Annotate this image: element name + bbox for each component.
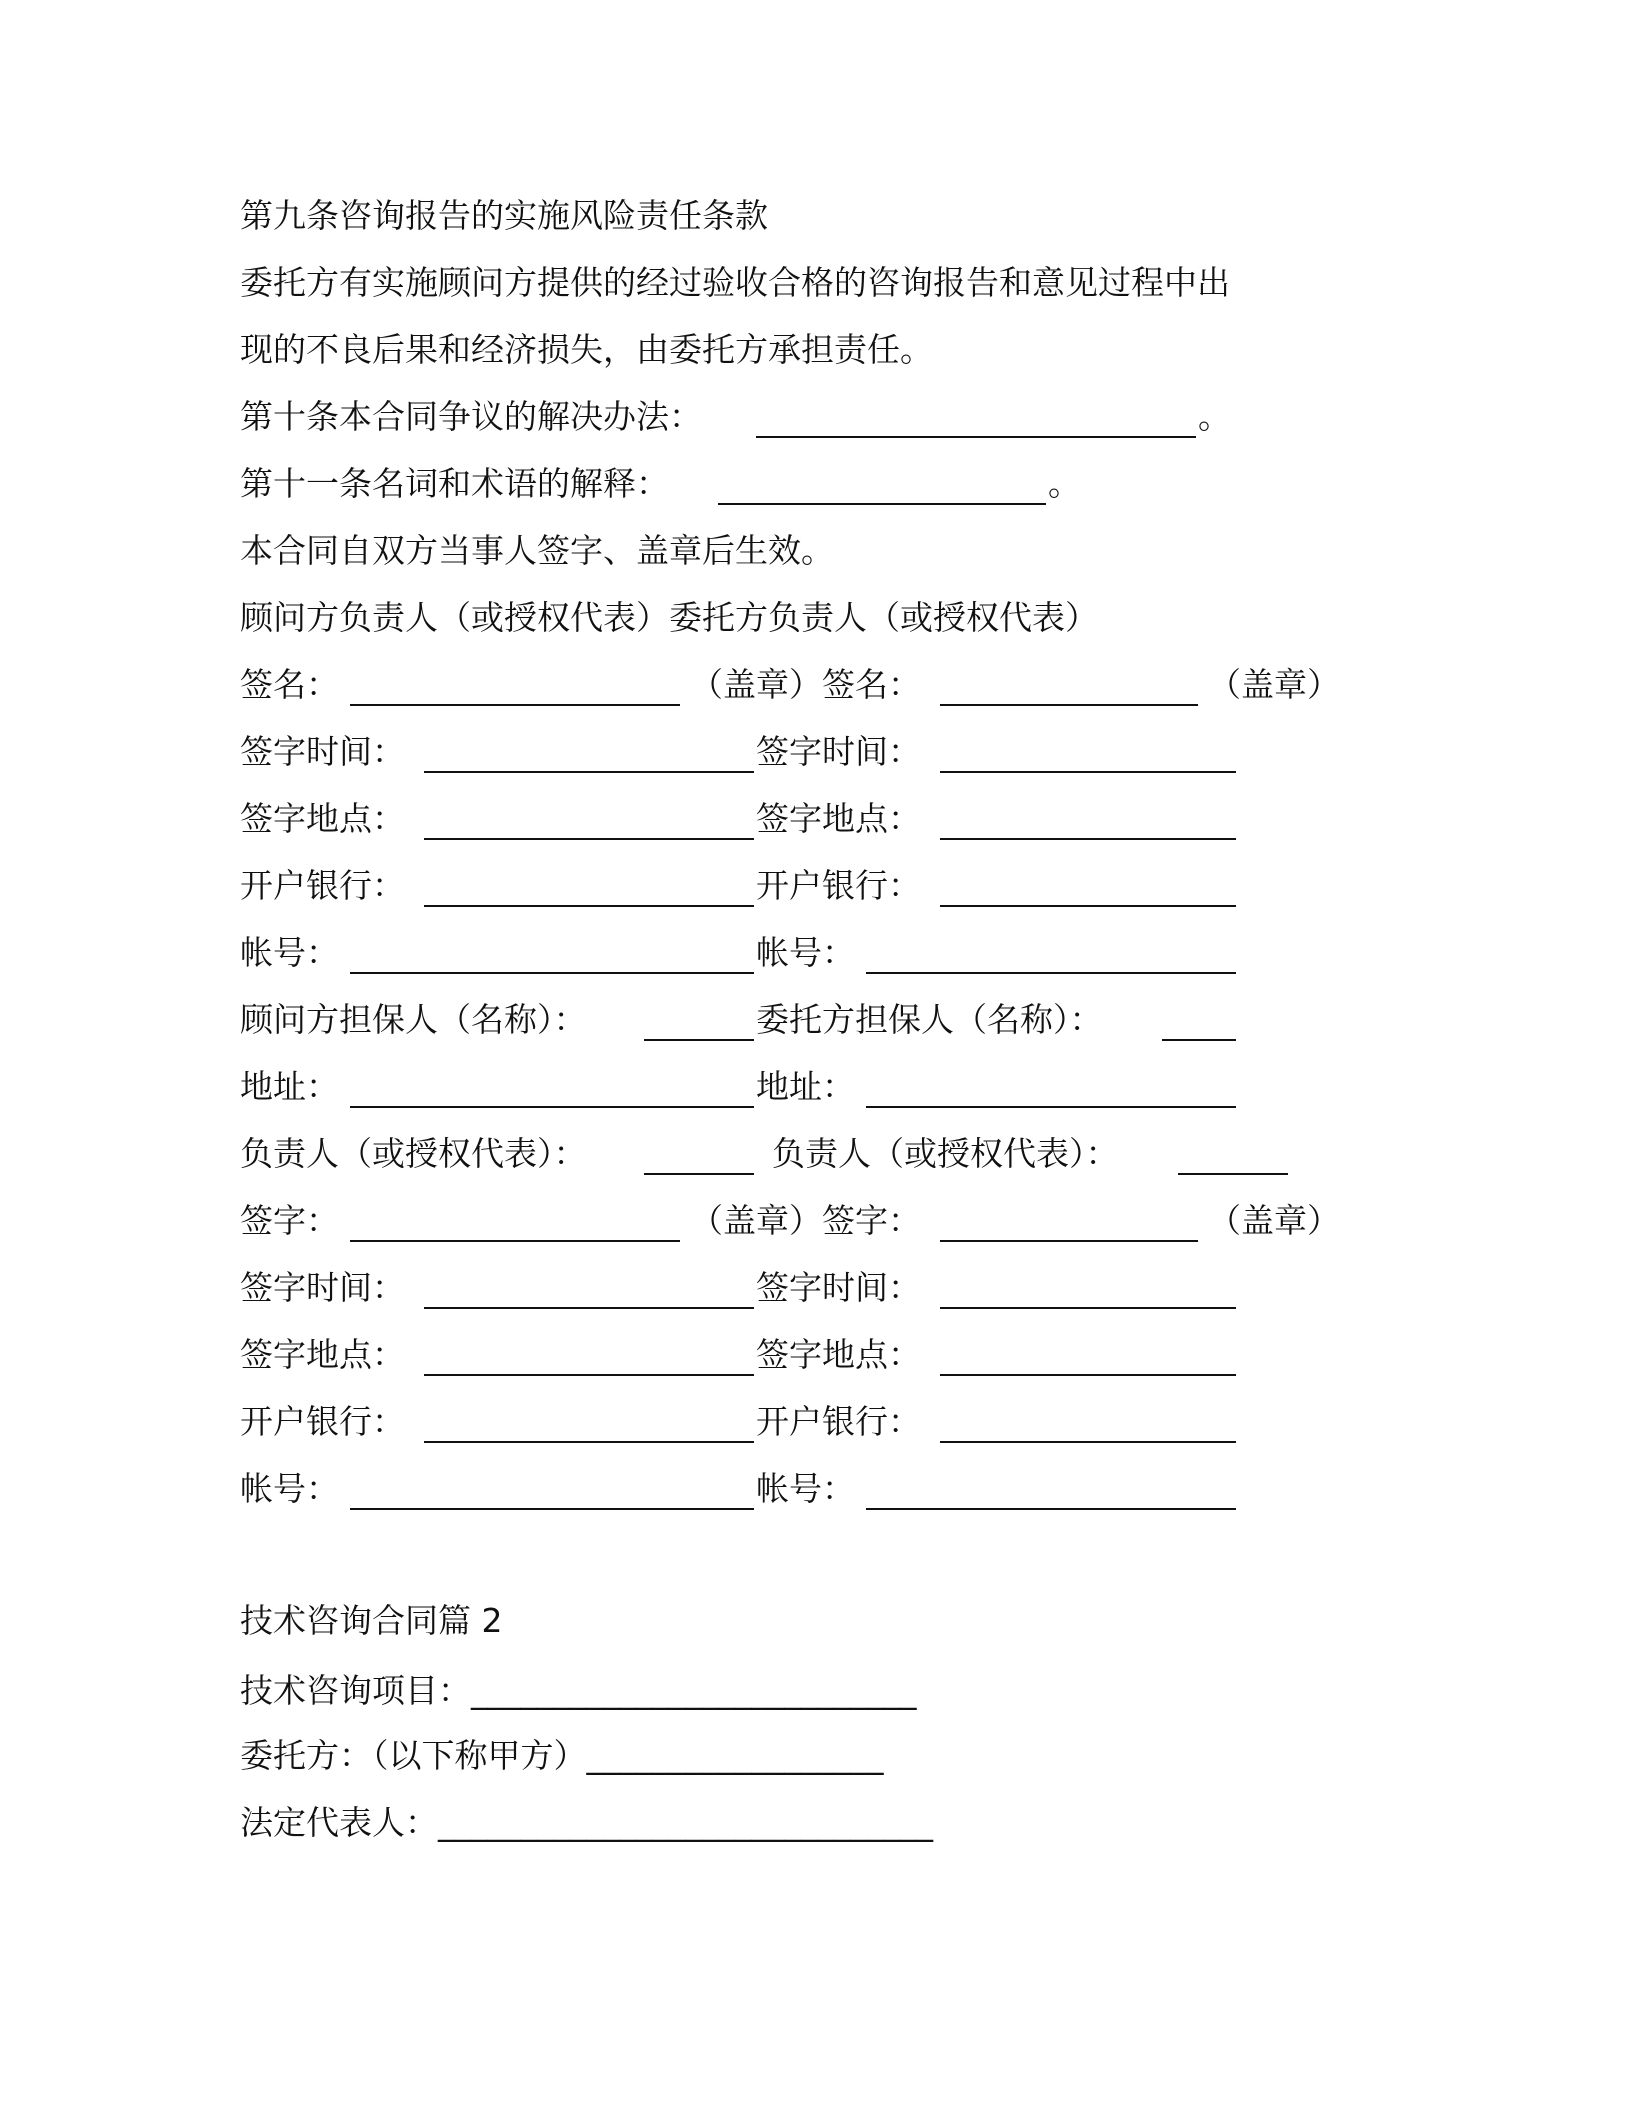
bank-row-2 [240, 1399, 1340, 1445]
article10-label: 第十条本合同争议的解决办法： [240, 397, 702, 436]
guarantor-rep-blank-right [1178, 1173, 1288, 1175]
article11-label: 第十一条名词和术语的解释： [240, 464, 669, 503]
account-row-2 [240, 1466, 1340, 1512]
bank2-blank-right [940, 1441, 1236, 1443]
guarantor-blank-left [644, 1039, 754, 1041]
account2-label-right: 帐号： [756, 1469, 855, 1508]
seal2-sign-label: （盖章）签字： [690, 1201, 921, 1240]
bank2-label-left: 开户银行： [240, 1402, 405, 1441]
address-row [240, 1064, 1340, 1110]
sign-time-row-1 [240, 729, 1340, 775]
parties-header: 顾问方负责人（或授权代表）委托方负责人（或授权代表） [240, 598, 1098, 637]
article11-line [240, 461, 1240, 507]
contract2-client: 委托方：（以下称甲方）__________________ [240, 1736, 884, 1775]
bank-blank-right [940, 905, 1236, 907]
bank2-blank-left [424, 1441, 754, 1443]
sign2-label-left: 签字： [240, 1201, 339, 1240]
sign2-blank-right [940, 1240, 1198, 1242]
sign-place-blank-left [424, 838, 754, 840]
sign2-blank-left [350, 1240, 680, 1242]
contract2-project: 技术咨询项目：___________________________ [240, 1671, 917, 1710]
sign-place2-label-right: 签字地点： [756, 1335, 921, 1374]
seal2-label-right: （盖章） [1208, 1201, 1340, 1240]
article10-end: 。 [1198, 397, 1231, 436]
address-label-left: 地址： [240, 1067, 339, 1106]
guarantor-rep-label-left: 负责人（或授权代表）： [240, 1134, 587, 1173]
sign-label-left: 签名： [240, 665, 339, 704]
sign-place2-blank-left [424, 1374, 754, 1376]
sign-time-blank-left [424, 771, 754, 773]
contract2-heading: 技术咨询合同篇 2 [240, 1601, 503, 1640]
sign-time-blank-right [940, 771, 1236, 773]
bank-label-right: 开户银行： [756, 866, 921, 905]
sign-time2-blank-right [940, 1307, 1236, 1309]
account2-blank-right [866, 1508, 1236, 1510]
contract2-legal-rep: 法定代表人：______________________________ [240, 1803, 933, 1842]
guarantor-blank-right [1162, 1039, 1236, 1041]
account2-label-left: 帐号： [240, 1469, 339, 1508]
account2-blank-left [350, 1508, 754, 1510]
sign-place-blank-right [940, 838, 1236, 840]
sign-time2-blank-left [424, 1307, 754, 1309]
sign-time2-label-left: 签字时间： [240, 1268, 405, 1307]
effective-clause: 本合同自双方当事人签字、盖章后生效。 [240, 531, 834, 570]
guarantor-rep-row [240, 1131, 1340, 1177]
guarantor-rep-label-right: 负责人（或授权代表）： [772, 1134, 1119, 1173]
signature-row-2 [240, 1198, 1340, 1244]
article10-line [240, 394, 1240, 440]
address-blank-left [350, 1106, 754, 1108]
account-blank-right [866, 972, 1236, 974]
address-blank-right [866, 1106, 1236, 1108]
sign-blank-right [940, 704, 1198, 706]
bank-blank-left [424, 905, 754, 907]
article11-end: 。 [1048, 464, 1081, 503]
bank-row-1 [240, 863, 1340, 909]
guarantor-rep-blank-left [644, 1173, 754, 1175]
sign-time-label-left: 签字时间： [240, 732, 405, 771]
sign-place2-label-left: 签字地点： [240, 1335, 405, 1374]
sign-place-row-1 [240, 796, 1340, 842]
account-row-1 [240, 930, 1340, 976]
account-blank-left [350, 972, 754, 974]
article9-body-line1: 委托方有实施顾问方提供的经过验收合格的咨询报告和意见过程中出 [240, 263, 1230, 302]
article9-body-line2: 现的不良后果和经济损失，由委托方承担责任。 [240, 330, 933, 369]
sign-blank-left [350, 704, 680, 706]
sign-place-label-left: 签字地点： [240, 799, 405, 838]
bank2-label-right: 开户银行： [756, 1402, 921, 1441]
sign-time-label-right: 签字时间： [756, 732, 921, 771]
sign-time-row-2 [240, 1265, 1340, 1311]
account-label-left: 帐号： [240, 933, 339, 972]
address-label-right: 地址： [756, 1067, 855, 1106]
guarantor-label-right: 委托方担保人（名称）： [756, 1000, 1103, 1039]
dispute-resolution-blank [756, 436, 1196, 438]
article9-title: 第九条咨询报告的实施风险责任条款 [240, 196, 768, 235]
guarantor-row [240, 997, 1340, 1043]
sign-place-row-2 [240, 1332, 1340, 1378]
sign-place-label-right: 签字地点： [756, 799, 921, 838]
bank-label-left: 开户银行： [240, 866, 405, 905]
guarantor-label-left: 顾问方担保人（名称）： [240, 1000, 587, 1039]
sign-time2-label-right: 签字时间： [756, 1268, 921, 1307]
seal-sign-label: （盖章）签名： [690, 665, 921, 704]
seal-label-right: （盖章） [1208, 665, 1340, 704]
account-label-right: 帐号： [756, 933, 855, 972]
signature-row-1 [240, 662, 1340, 708]
terms-definition-blank [718, 503, 1046, 505]
sign-place2-blank-right [940, 1374, 1236, 1376]
